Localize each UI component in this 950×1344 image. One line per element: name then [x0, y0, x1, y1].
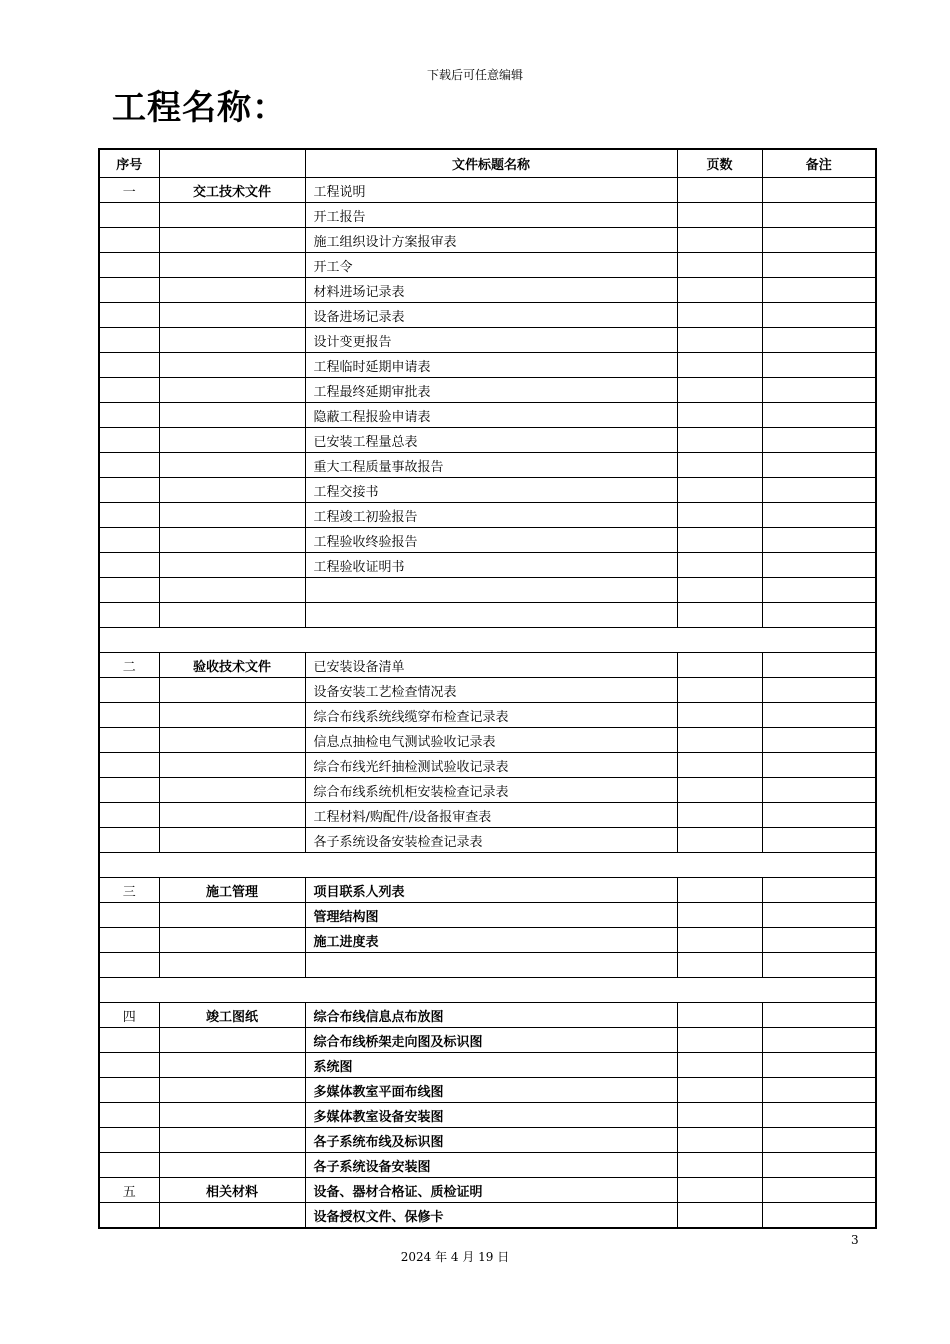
header-note: 下载后可任意编辑: [426, 68, 523, 82]
row-number: [99, 228, 159, 253]
row-pages: [677, 753, 762, 778]
row-number: [99, 428, 159, 453]
row-category: [159, 1053, 305, 1078]
row-remarks: [762, 578, 876, 603]
table-row: [99, 678, 876, 703]
row-pages: [677, 228, 762, 253]
row-title: 施工组织设计方案报审表: [305, 228, 677, 253]
table-row: [99, 1028, 876, 1053]
row-category: [159, 1028, 305, 1053]
row-number: [99, 1128, 159, 1153]
row-category: 相关材料: [159, 1178, 305, 1203]
row-category: [159, 1078, 305, 1103]
row-title: 工程说明: [305, 178, 677, 203]
table-row: [99, 353, 876, 378]
row-remarks: [762, 803, 876, 828]
row-remarks: [762, 1203, 876, 1229]
table-row: [99, 278, 876, 303]
table-row: [99, 1203, 876, 1229]
row-category: [159, 403, 305, 428]
row-pages: [677, 328, 762, 353]
row-remarks: [762, 653, 876, 678]
row-category: [159, 278, 305, 303]
row-category: [159, 803, 305, 828]
row-number: [99, 303, 159, 328]
table-row: [99, 953, 876, 978]
row-remarks: [762, 1128, 876, 1153]
row-title: 综合布线系统线缆穿布检查记录表: [305, 703, 677, 728]
table-row: [99, 303, 876, 328]
row-category: [159, 428, 305, 453]
row-category: [159, 453, 305, 478]
row-category: [159, 203, 305, 228]
row-pages: [677, 1053, 762, 1078]
row-number: [99, 553, 159, 578]
row-pages: [677, 928, 762, 953]
column-header-pages: 页数: [677, 149, 762, 178]
row-remarks: [762, 928, 876, 953]
row-category: 验收技术文件: [159, 653, 305, 678]
row-title: 综合布线桥架走向图及标识图: [305, 1028, 677, 1053]
row-category: [159, 353, 305, 378]
row-number: [99, 1028, 159, 1053]
row-category: [159, 728, 305, 753]
row-remarks: [762, 1028, 876, 1053]
row-number: [99, 703, 159, 728]
row-number: [99, 1078, 159, 1103]
row-title: 开工令: [305, 253, 677, 278]
row-number: [99, 778, 159, 803]
row-number: 一: [99, 178, 159, 203]
row-title: 多媒体教室平面布线图: [305, 1078, 677, 1103]
row-remarks: [762, 828, 876, 853]
row-title: 施工进度表: [305, 928, 677, 953]
row-number: 五: [99, 1178, 159, 1203]
row-category: [159, 553, 305, 578]
row-title: 综合布线光纤抽检测试验收记录表: [305, 753, 677, 778]
row-remarks: [762, 303, 876, 328]
row-title: 综合布线系统机柜安装检查记录表: [305, 778, 677, 803]
table-row: [99, 1078, 876, 1103]
table-row: [99, 1003, 876, 1028]
row-number: [99, 528, 159, 553]
table-row: [99, 203, 876, 228]
spacer-cell: [99, 978, 876, 1003]
row-title: 重大工程质量事故报告: [305, 453, 677, 478]
table-row: [99, 228, 876, 253]
row-title: 设备、器材合格证、质检证明: [305, 1178, 677, 1203]
row-category: [159, 603, 305, 628]
column-header-remarks: 备注: [762, 149, 876, 178]
row-number: [99, 353, 159, 378]
table-row: [99, 503, 876, 528]
row-category: [159, 678, 305, 703]
table-row: [99, 553, 876, 578]
row-pages: [677, 528, 762, 553]
row-remarks: [762, 1003, 876, 1028]
row-category: [159, 753, 305, 778]
row-remarks: [762, 178, 876, 203]
row-title: 设备进场记录表: [305, 303, 677, 328]
spacer-cell: [99, 853, 876, 878]
row-title: 隐蔽工程报验申请表: [305, 403, 677, 428]
row-number: [99, 453, 159, 478]
row-category: [159, 1153, 305, 1178]
row-pages: [677, 203, 762, 228]
row-category: [159, 378, 305, 403]
row-remarks: [762, 1103, 876, 1128]
row-title: 材料进场记录表: [305, 278, 677, 303]
row-category: 施工管理: [159, 878, 305, 903]
row-title: 各子系统布线及标识图: [305, 1128, 677, 1153]
row-remarks: [762, 728, 876, 753]
row-remarks: [762, 453, 876, 478]
row-remarks: [762, 378, 876, 403]
row-number: 四: [99, 1003, 159, 1028]
row-remarks: [762, 878, 876, 903]
row-pages: [677, 428, 762, 453]
row-pages: [677, 403, 762, 428]
row-remarks: [762, 253, 876, 278]
table-row: [99, 578, 876, 603]
row-pages: [677, 603, 762, 628]
row-category: 竣工图纸: [159, 1003, 305, 1028]
row-title: 项目联系人列表: [305, 878, 677, 903]
row-pages: [677, 1028, 762, 1053]
row-category: [159, 1103, 305, 1128]
row-category: [159, 528, 305, 553]
row-pages: [677, 453, 762, 478]
row-pages: [677, 253, 762, 278]
row-category: [159, 828, 305, 853]
column-header-category: [159, 149, 305, 178]
table-row: [99, 903, 876, 928]
row-title: 设计变更报告: [305, 328, 677, 353]
footer-date: 2024 年 4 月 19 日: [400, 1250, 510, 1264]
row-pages: [677, 728, 762, 753]
row-title: 工程材料/购配件/设备报审查表: [305, 803, 677, 828]
row-title: 管理结构图: [305, 903, 677, 928]
row-title: 各子系统设备安装图: [305, 1153, 677, 1178]
row-number: 二: [99, 653, 159, 678]
row-number: [99, 328, 159, 353]
row-remarks: [762, 1078, 876, 1103]
column-header-title: 文件标题名称: [305, 149, 677, 178]
table-row: [99, 928, 876, 953]
row-pages: [677, 803, 762, 828]
table-row: [99, 1178, 876, 1203]
row-remarks: [762, 953, 876, 978]
row-pages: [677, 1203, 762, 1229]
row-pages: [677, 503, 762, 528]
row-number: 三: [99, 878, 159, 903]
table-row: [99, 1128, 876, 1153]
row-category: [159, 503, 305, 528]
spacer-row: [99, 978, 876, 1003]
row-number: [99, 803, 159, 828]
row-pages: [677, 778, 762, 803]
spacer-row: [99, 853, 876, 878]
row-pages: [677, 953, 762, 978]
spacer-cell: [99, 628, 876, 653]
row-category: [159, 228, 305, 253]
table-row: [99, 453, 876, 478]
row-number: [99, 403, 159, 428]
row-remarks: [762, 603, 876, 628]
table-row: [99, 1053, 876, 1078]
table-row: [99, 728, 876, 753]
row-category: [159, 1128, 305, 1153]
row-number: [99, 378, 159, 403]
row-pages: [677, 1178, 762, 1203]
table-row: [99, 328, 876, 353]
row-number: [99, 1203, 159, 1229]
row-category: [159, 703, 305, 728]
row-number: [99, 753, 159, 778]
row-category: [159, 253, 305, 278]
row-title: 工程临时延期申请表: [305, 353, 677, 378]
row-category: [159, 778, 305, 803]
row-remarks: [762, 703, 876, 728]
table-row: [99, 178, 876, 203]
table-row: [99, 703, 876, 728]
row-category: [159, 303, 305, 328]
row-remarks: [762, 503, 876, 528]
row-number: [99, 478, 159, 503]
row-category: [159, 578, 305, 603]
row-pages: [677, 478, 762, 503]
row-pages: [677, 1128, 762, 1153]
row-remarks: [762, 778, 876, 803]
row-title: 工程交接书: [305, 478, 677, 503]
row-number: [99, 253, 159, 278]
table-row: [99, 478, 876, 503]
row-pages: [677, 1078, 762, 1103]
row-title: 已安装设备清单: [305, 653, 677, 678]
row-pages: [677, 553, 762, 578]
row-number: [99, 603, 159, 628]
spacer-row: [99, 628, 876, 653]
row-remarks: [762, 1178, 876, 1203]
row-pages: [677, 278, 762, 303]
row-remarks: [762, 528, 876, 553]
row-pages: [677, 178, 762, 203]
row-number: [99, 278, 159, 303]
table-row: [99, 428, 876, 453]
row-category: 交工技术文件: [159, 178, 305, 203]
row-remarks: [762, 903, 876, 928]
row-pages: [677, 653, 762, 678]
row-pages: [677, 1153, 762, 1178]
row-remarks: [762, 328, 876, 353]
row-pages: [677, 903, 762, 928]
row-remarks: [762, 203, 876, 228]
row-remarks: [762, 278, 876, 303]
row-number: [99, 1103, 159, 1128]
row-number: [99, 578, 159, 603]
row-pages: [677, 303, 762, 328]
table-row: [99, 603, 876, 628]
row-category: [159, 1203, 305, 1229]
document-index-table: [98, 148, 877, 1229]
row-number: [99, 953, 159, 978]
row-pages: [677, 578, 762, 603]
table-row: [99, 1153, 876, 1178]
row-pages: [677, 878, 762, 903]
row-remarks: [762, 1053, 876, 1078]
row-title: [305, 953, 677, 978]
row-title: 设备授权文件、保修卡: [305, 1203, 677, 1229]
row-title: 工程最终延期审批表: [305, 378, 677, 403]
row-pages: [677, 828, 762, 853]
row-number: [99, 828, 159, 853]
row-pages: [677, 378, 762, 403]
row-remarks: [762, 403, 876, 428]
table-row: [99, 253, 876, 278]
table-row: [99, 828, 876, 853]
row-remarks: [762, 678, 876, 703]
row-pages: [677, 1003, 762, 1028]
table-row: [99, 1103, 876, 1128]
row-category: [159, 328, 305, 353]
row-remarks: [762, 553, 876, 578]
row-title: [305, 578, 677, 603]
row-number: [99, 203, 159, 228]
row-category: [159, 928, 305, 953]
row-title: [305, 603, 677, 628]
row-remarks: [762, 428, 876, 453]
row-title: 各子系统设备安装检查记录表: [305, 828, 677, 853]
table-row: [99, 403, 876, 428]
row-number: [99, 903, 159, 928]
row-title: 已安装工程量总表: [305, 428, 677, 453]
row-title: 多媒体教室设备安装图: [305, 1103, 677, 1128]
table-row: [99, 528, 876, 553]
column-header-no: 序号: [99, 149, 159, 178]
row-title: 综合布线信息点布放图: [305, 1003, 677, 1028]
page-number: 3: [851, 1233, 859, 1247]
table-row: [99, 753, 876, 778]
row-pages: [677, 1103, 762, 1128]
row-remarks: [762, 353, 876, 378]
table-row: [99, 803, 876, 828]
row-title: 开工报告: [305, 203, 677, 228]
row-title: 系统图: [305, 1053, 677, 1078]
row-pages: [677, 353, 762, 378]
row-number: [99, 1053, 159, 1078]
row-number: [99, 1153, 159, 1178]
row-remarks: [762, 753, 876, 778]
table-row: [99, 878, 876, 903]
row-remarks: [762, 1153, 876, 1178]
table-row: [99, 778, 876, 803]
row-title: 信息点抽检电气测试验收记录表: [305, 728, 677, 753]
table-row: [99, 378, 876, 403]
row-category: [159, 953, 305, 978]
row-number: [99, 678, 159, 703]
table-header-row: [99, 149, 876, 178]
row-title: 工程竣工初验报告: [305, 503, 677, 528]
row-title: 工程验收终验报告: [305, 528, 677, 553]
row-pages: [677, 678, 762, 703]
table-row: [99, 653, 876, 678]
row-number: [99, 503, 159, 528]
row-category: [159, 903, 305, 928]
row-category: [159, 478, 305, 503]
row-title: 设备安装工艺检查情况表: [305, 678, 677, 703]
row-number: [99, 928, 159, 953]
row-number: [99, 728, 159, 753]
table-body: [99, 178, 876, 1229]
row-title: 工程验收证明书: [305, 553, 677, 578]
row-pages: [677, 703, 762, 728]
row-remarks: [762, 478, 876, 503]
doc-title: 工程名称：: [112, 88, 287, 128]
row-remarks: [762, 228, 876, 253]
